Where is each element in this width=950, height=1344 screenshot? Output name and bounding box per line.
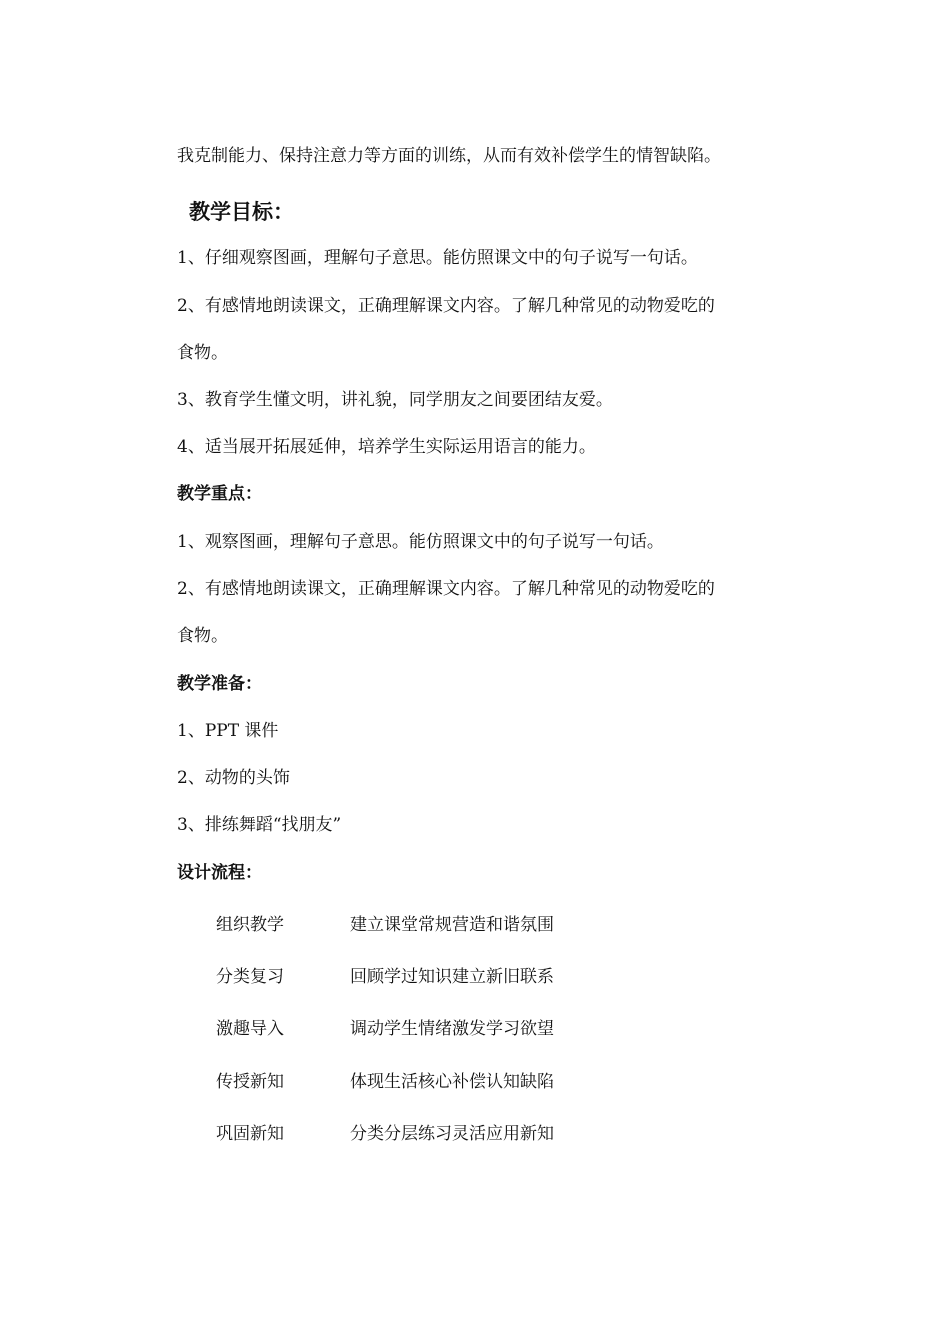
design-flow-heading: 设计流程： [177,863,262,883]
flow-step: 激趣导入 [216,1019,284,1039]
key-point-item: 2、有感情地朗读课文，正确理解课文内容。了解几种常见的动物爱吃的 [177,579,715,599]
flow-description: 回顾学过知识建立新旧联系 [350,967,554,987]
flow-row [216,913,554,937]
objective-item: 3、教育学生懂文明，讲礼貌，同学朋友之间要团结友爱。 [177,390,613,410]
flow-description: 建立课堂常规营造和谐氛围 [350,915,554,935]
objectives-heading: 教学目标： [189,200,294,224]
key-points-heading: 教学重点： [177,484,262,504]
preparation-heading: 教学准备： [177,674,262,694]
flow-row [216,1070,554,1094]
objective-item: 2、有感情地朗读课文，正确理解课文内容。了解几种常见的动物爱吃的 [177,296,715,316]
preparation-item: 3、排练舞蹈“找朋友” [177,815,342,835]
objective-item: 4、适当展开拓展延伸，培养学生实际运用语言的能力。 [177,437,596,457]
flow-description: 调动学生情绪激发学习欲望 [350,1019,554,1039]
key-point-item: 1、观察图画，理解句子意思。能仿照课文中的句子说写一句话。 [177,532,664,552]
flow-step: 巩固新知 [216,1124,284,1144]
preparation-item: 1、PPT 课件 [177,721,279,741]
key-point-item-continuation: 食物。 [177,626,228,646]
objective-item-continuation: 食物。 [177,343,228,363]
flow-step: 分类复习 [216,967,284,987]
flow-row [216,1017,554,1041]
preparation-item: 2、动物的头饰 [177,768,290,788]
flow-description: 分类分层练习灵活应用新知 [350,1124,554,1144]
intro-line: 我克制能力、保持注意力等方面的训练，从而有效补偿学生的情智缺陷。 [177,146,721,166]
flow-row [216,965,554,989]
flow-step: 组织教学 [216,915,284,935]
flow-step: 传授新知 [216,1072,284,1092]
flow-description: 体现生活核心补偿认知缺陷 [350,1072,554,1092]
objective-item: 1、仔细观察图画，理解句子意思。能仿照课文中的句子说写一句话。 [177,248,698,268]
flow-row [216,1122,554,1146]
